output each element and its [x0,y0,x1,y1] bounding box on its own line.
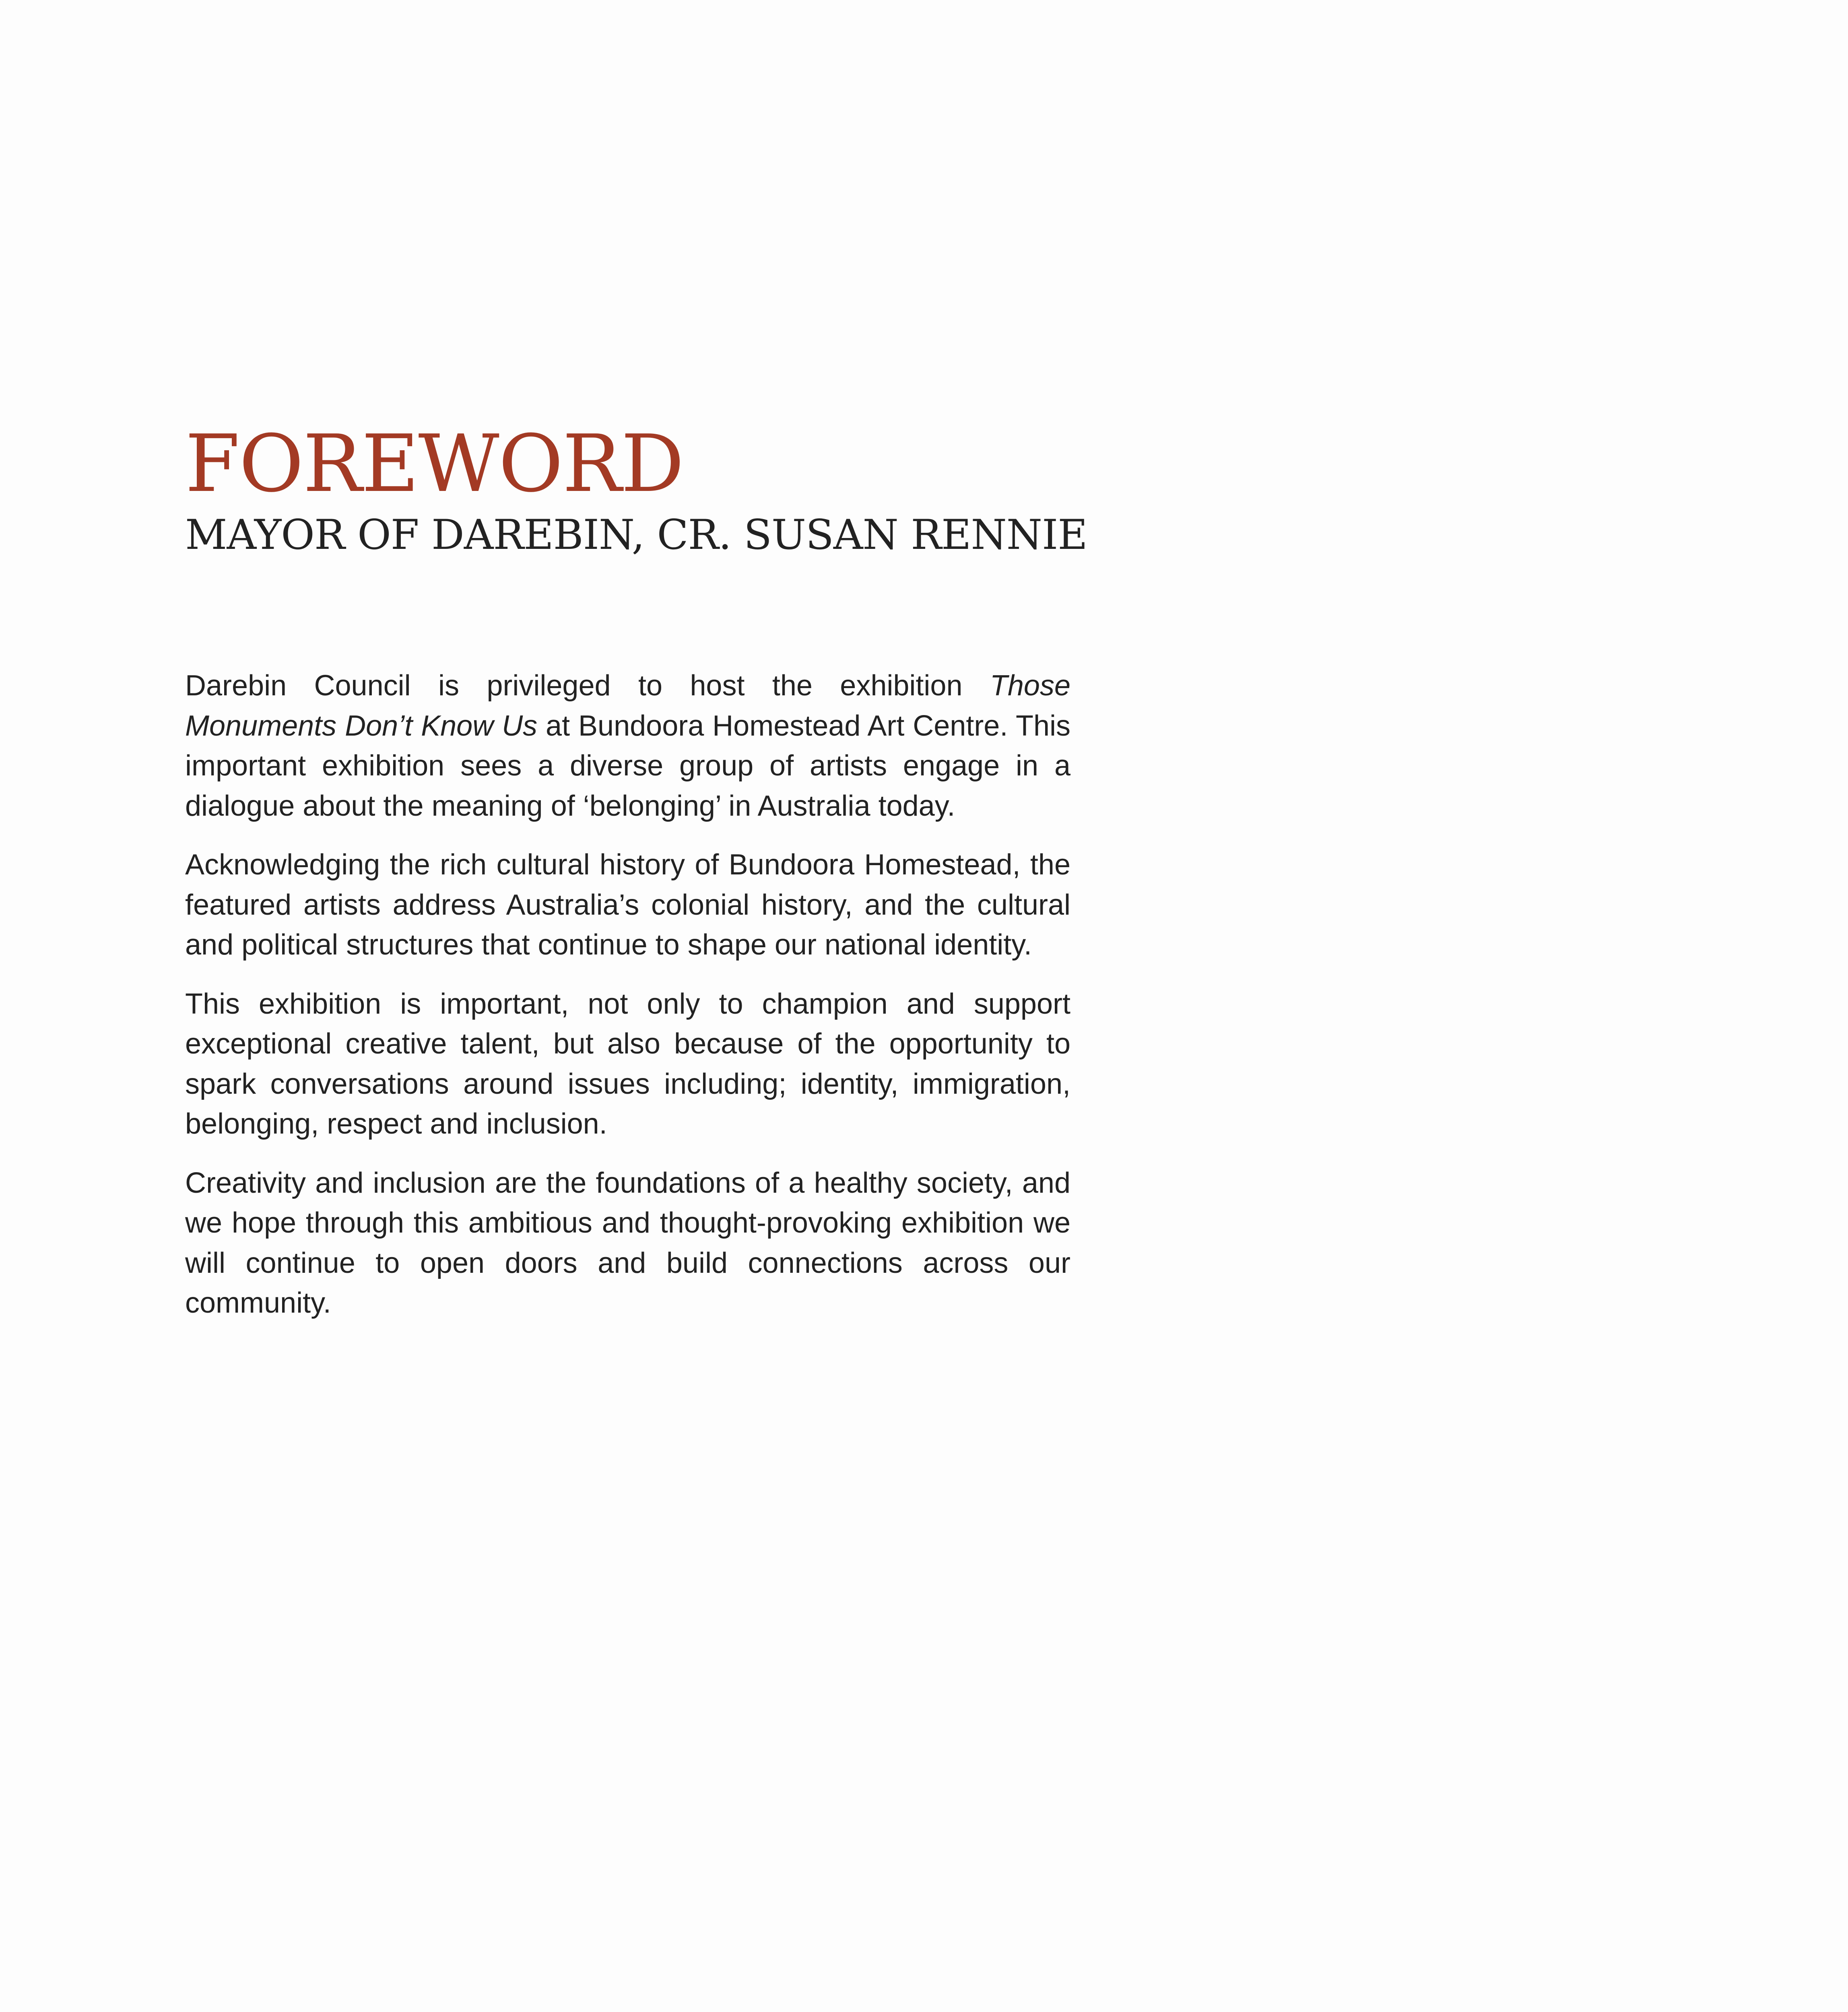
paragraph-4: Creativity and inclusion are the foundations of a healthy society, and we hope through this ambitious and thought-provoking exhibition we will continue to open doors and build connections across our community. [185,1167,1070,1319]
heading-block [185,418,1111,559]
exhibition-title: Those Monuments Don’t Know Us [185,670,1070,742]
paragraph-2: Acknowledging the rich cultural history of Bundoora Homestead, the featured artists address Australia’s colonial history, and the cultural and political structures that continue to shape our national identity. [185,849,1070,961]
paragraph-1-rest: at Bundoora Homestead Art Centre. This important exhibition sees a diverse group of artists engage in a dialogue about the meaning of ‘belonging’ in Australia today. [185,709,1070,822]
page-title: FOREWORD [185,418,684,510]
page-subtitle: MAYOR OF DAREBIN, CR. SUSAN RENNIE [185,511,1087,559]
paragraph-1-intro: Darebin Council is privileged to host the exhibition [185,670,990,702]
paragraph-3: This exhibition is important, not only to champion and support exceptional creative talent, but also because of the opportunity to spark conversations around issues including; identity, immigration, belonging, respect and inclusion. [185,987,1070,1140]
foreword-body [185,666,1070,1342]
paragraph-1 [185,666,1070,826]
